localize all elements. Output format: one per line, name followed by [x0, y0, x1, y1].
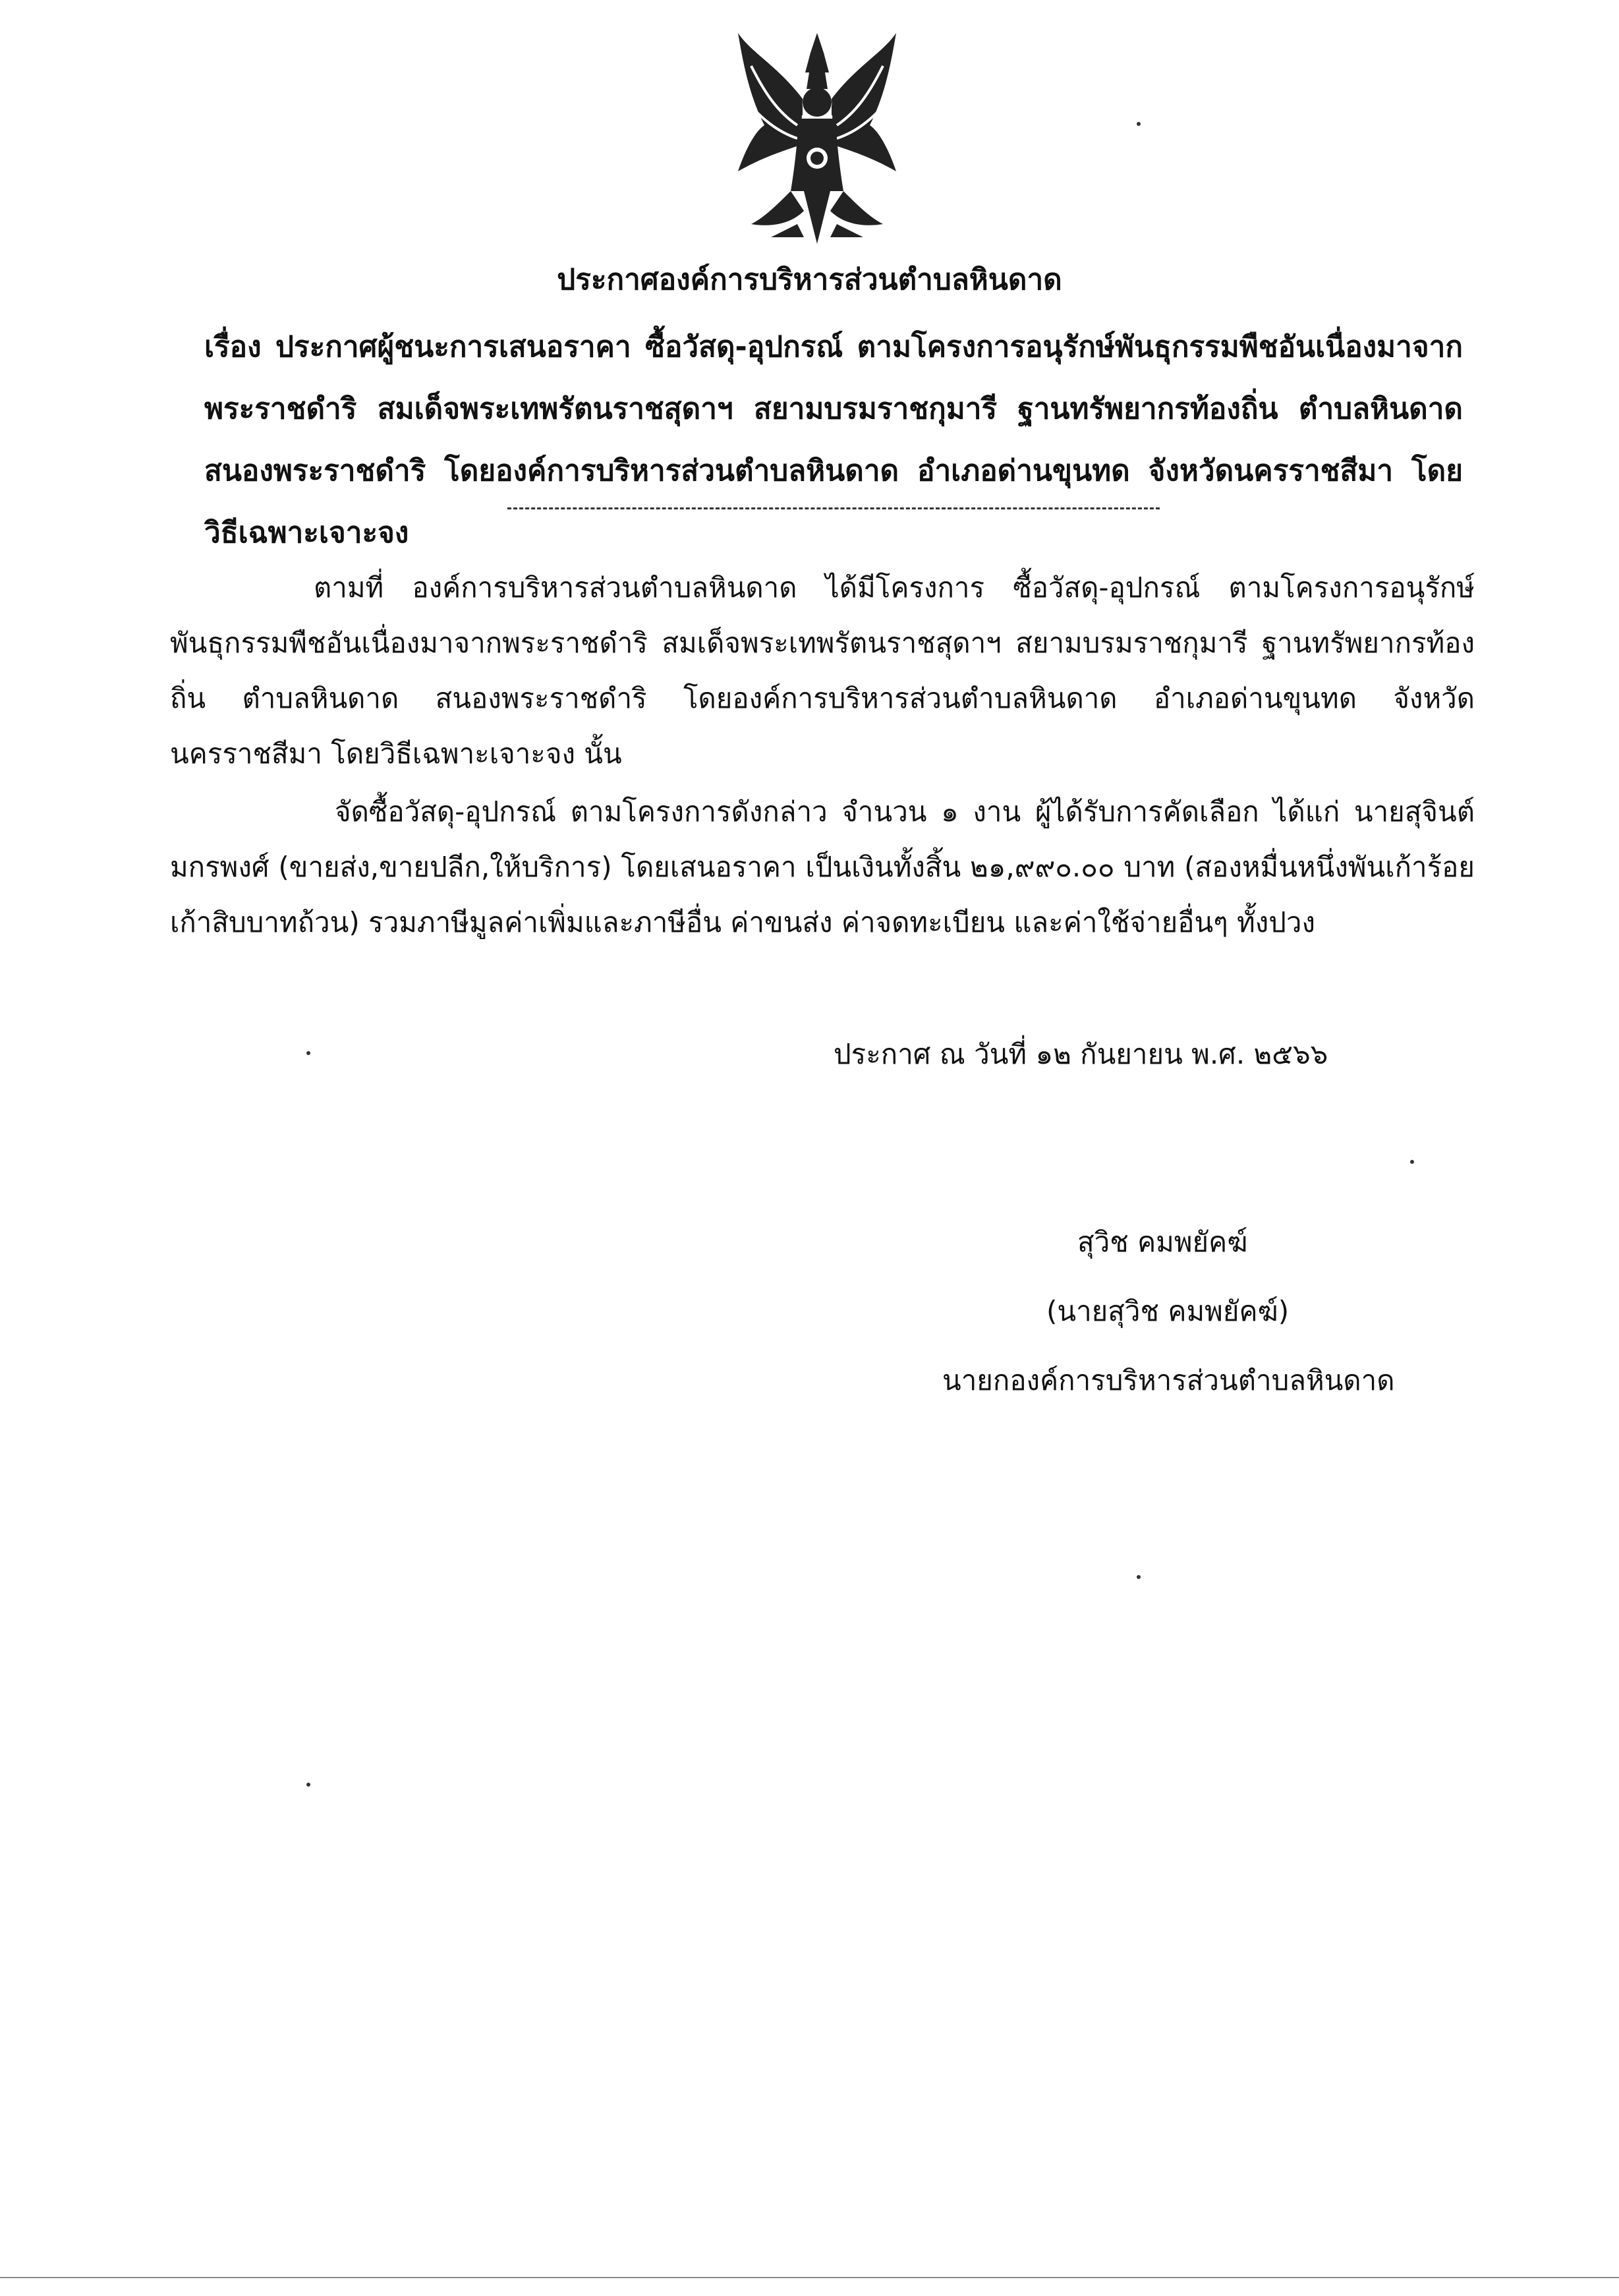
scan-speck	[1137, 1575, 1141, 1579]
signatory-position: นายกองค์การบริหารส่วนตำบลหินดาด	[942, 1364, 1395, 1396]
scan-speck	[306, 1051, 310, 1055]
dashed-divider	[507, 507, 1160, 509]
signatory-full-name: (นายสุวิช คมพยัคฆ์)	[1046, 1295, 1290, 1327]
scan-speck	[306, 1783, 310, 1787]
announcement-date: ประกาศ ณ วันที่ ๑๒ กันยายน พ.ศ. ๒๕๖๖	[834, 1038, 1328, 1070]
scan-speck	[1137, 122, 1141, 126]
scan-edge-line	[0, 2277, 1619, 2278]
signature-name: สุวิช คมพยัคฆ์	[1077, 1226, 1248, 1258]
document-title: ประกาศองค์การบริหารส่วนตำบลหินดาด	[557, 263, 1062, 297]
body-paragraph-1: ตามที่ องค์การบริหารส่วนตำบลหินดาด ได้มีโครงการ ซื้อวัสดุ-อุปกรณ์ ตามโครงการอนุรักษ์พันธุกรรมพืชอันเนื่องมาจากพระราชดำริ สมเด็จพระเทพรัตนราชสุดาฯ สยามบรมราชกุมารี ฐานทรัพยากรท้องถิ่น ตำบลหินดาด สนองพระราชดำริ โดยองค์การบริหารส่วนตำบลหินดาด อำเภอด่านขุนทด จังหวัดนครราชสีมา โดยวิธีเฉพาะเจาะจง นั้น	[170, 571, 1475, 770]
document-subject: เรื่อง ประกาศผู้ชนะการเสนอราคา ซื้อวัสดุ-อุปกรณ์ ตามโครงการอนุรักษ์พันธุกรรมพืชอันเนื่องมาจากพระราชดำริ สมเด็จพระเทพรัตนราชสุดาฯ สยามบรมราชกุมารี ฐานทรัพยากรท้องถิ่น ตำบลหินดาด สนองพระราชดำริ โดยองค์การบริหารส่วนตำบลหินดาด อำเภอด่านขุนทด จังหวัดนครราชสีมา โดยวิธีเฉพาะเจาะจง	[204, 330, 1463, 550]
garuda-emblem-icon	[725, 26, 909, 250]
scan-speck	[1410, 1160, 1414, 1164]
body-paragraph-2: จัดซื้อวัสดุ-อุปกรณ์ ตามโครงการดังกล่าว จำนวน ๑ งาน ผู้ได้รับการคัดเลือก ได้แก่ นายสุจินต์ มกรพงศ์ (ขายส่ง,ขายปลีก,ให้บริการ) โดยเสนอราคา เป็นเงินทั้งสิ้น ๒๑,๙๙๐.๐๐ บาท (สองหมื่นหนึ่งพันเก้าร้อยเก้าสิบบาทถ้วน) รวมภาษีมูลค่าเพิ่มและภาษีอื่น ค่าขนส่ง ค่าจดทะเบียน และค่าใช้จ่ายอื่นๆ ทั้งปวง	[170, 795, 1475, 938]
